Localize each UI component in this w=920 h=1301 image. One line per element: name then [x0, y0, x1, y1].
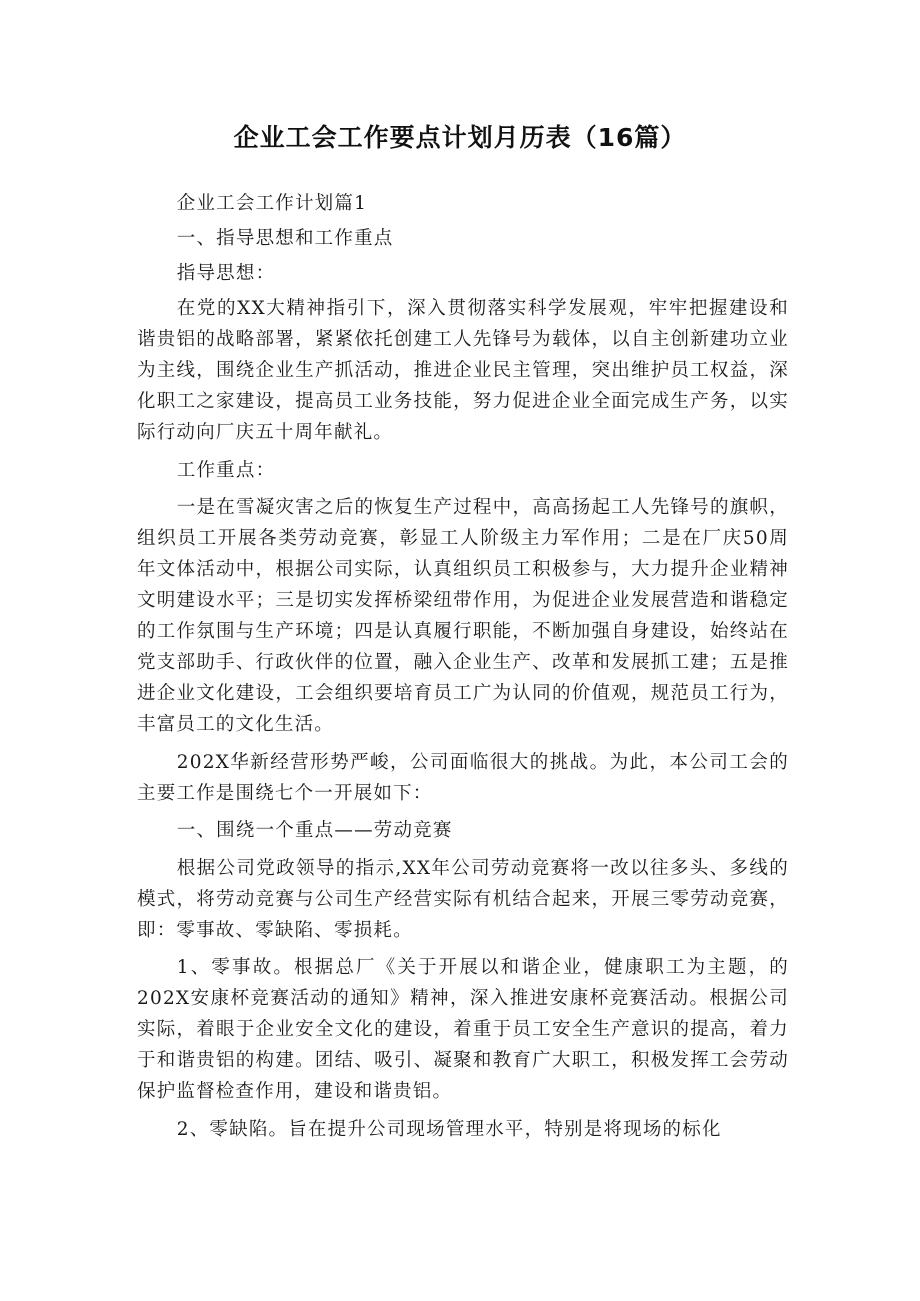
section-heading: 指导思想：: [176, 263, 276, 284]
section-heading: 一、围绕一个重点——劳动竞赛: [176, 820, 453, 841]
document-body: [137, 188, 789, 1145]
document-title: 企业工会工作要点计划月历表（16篇）: [233, 123, 687, 152]
section-heading: 企业工会工作计划篇1: [176, 193, 368, 214]
body-paragraph: 1、零事故。根据总厂《关于开展以和谐企业，健康职工为主题，的202X安康杯竞赛活动的通知》精神，深入推进安康杯竞赛活动。根据公司实际，着眼于企业安全文化的建设，着重于员工安全生产意识的提高，着力于和谐贵铝的构建。团结、吸引、凝聚和教育广大职工，积极发挥工会劳动保护监督检查作用，建设和谐贵铝。: [137, 957, 789, 1102]
body-paragraph: 一是在雪凝灾害之后的恢复生产过程中，高高扬起工人先锋号的旗帜，组织员工开展各类劳动竞赛，彰显工人阶级主力军作用；二是在厂庆50周年文体活动中，根据公司实际，认真组织员工积极参与，大力提升企业精神文明建设水平；三是切实发挥桥梁纽带作用，为促进企业发展营造和谐稳定的工作氛围与生产环境；四是认真履行职能，不断加强自身建设，始终站在党支部助手、行政伙伴的位置，融入企业生产、改革和发展抓工建；五是推进企业文化建设，工会组织要培育员工广为认同的价值观，规范员工行为，丰富员工的文化生活。: [137, 497, 789, 735]
section-heading: 工作重点：: [176, 459, 276, 481]
body-paragraph: 2、零缺陷。旨在提升公司现场管理水平，特别是将现场的标化: [176, 1118, 722, 1140]
section-heading: 一、指导思想和工作重点: [176, 228, 394, 249]
body-paragraph: 在党的XX大精神指引下，深入贯彻落实科学发展观，牢牢把握建设和谐贵铝的战略部署，紧紧依托创建工人先锋号为载体，以自主创新建功立业为主线，围绕企业生产抓活动，推进企业民主管理，突出维护员工权益，深化职工之家建设，提高员工业务技能，努力促进企业全面完成生产务，以实际行动向厂庆五十周年献礼。: [137, 298, 789, 443]
body-paragraph: 根据公司党政领导的指示,XX年公司劳动竞赛将一改以往多头、多线的模式，将劳动竞赛与公司生产经营实际有机结合起来，开展三零劳动竞赛，即：零事故、零缺陷、零损耗。: [137, 857, 789, 941]
body-paragraph: 202X华新经营形势严峻，公司面临很大的挑战。为此，本公司工会的主要工作是围绕七个一开展如下：: [137, 751, 789, 804]
